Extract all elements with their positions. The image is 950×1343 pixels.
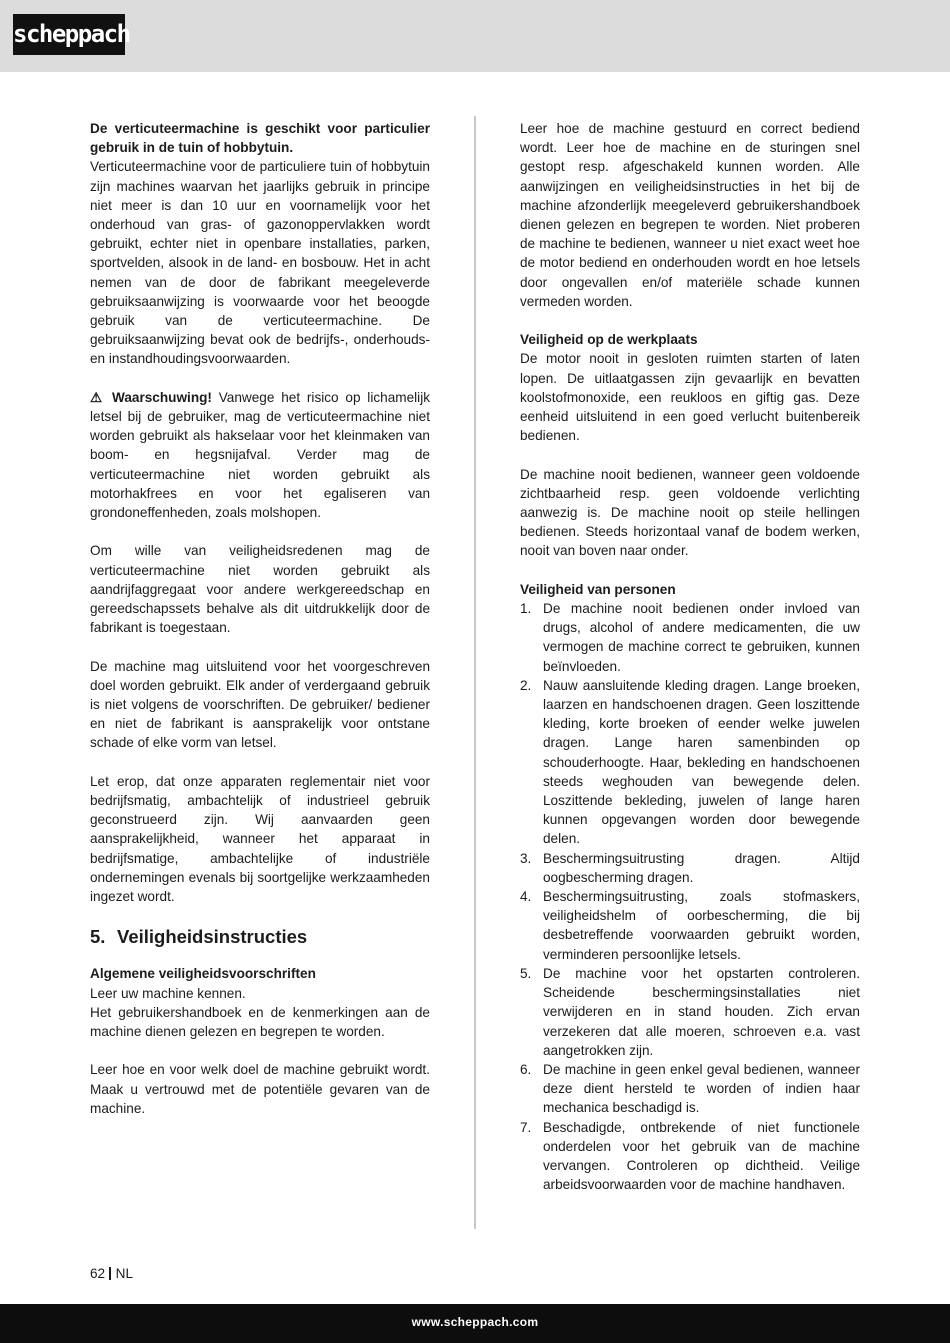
list-item-number: 3. [520,850,532,866]
warning-label: Waarschuwing! [112,389,212,405]
page-number-separator [109,1267,111,1280]
list-item-number: 2. [520,677,532,693]
list-item-text: Nauw aansluitende kleding dragen. Lange broeken, laarzen en handschoenen dragen. Geen loszittende kleding, korte broeken of eender welke juwelen dragen. Lange haren samenbinden op schouderhoogte. Haar, bekleding en handschoenen steeds weghouden van bewegende delen. Loszittende bekleding, juwelen of lange haren kunnen opgevangen worden door bewegende delen. [543,677,860,847]
list-item [520,1060,860,1118]
control-paragraph: Leer hoe de machine gestuurd en correct bediend wordt. Leer hoe de machine en de sturingen snel gestopt resp. afgeschakeld kunnen worden. Alle aanwijzingen en veiligheidsinstructies in het bij de machine afzonderlijk meegeleverd gebruikershandboek dienen gelezen en begrepen te worden. Niet proberen de machine te bedienen, wanneer u niet exact weet hoe de motor bediend en onderhouden wordt en hoe letsels door ongevallen en/of materiële schade kunnen vermeden worden. [520,121,860,309]
list-item [520,1118,860,1195]
warning-text: Vanwege het risico op lichamelijk letsel bij de gebruiker, mag de verticuteermachine niet worden gebruikt als hakselaar voor het kleinmaken van boom- en hegsnijafval. Verder mag de verticuteermachine niet worden gebruikt als motorhakfrees en voor het egaliseren van grondoneffenheden, zoals molshopen. [90,389,431,521]
page-number-value: 62 [90,1266,106,1281]
section-heading [90,925,430,949]
intended-use-paragraph: De machine mag uitsluitend voor het voorgeschreven doel worden gebruikt. Elk ander of verdergaand gebruik is niet volgens de voorschriften. De gebruiker/ bediener en niet de fabrikant is aansprakelijk voor ontstane schade of elke vorm van letsel. [90,658,430,751]
warning-triangle-icon: ⚠ [90,389,106,405]
left-column [90,119,430,1137]
language-code: NL [115,1266,134,1281]
general-line-1: Leer uw machine kennen. [90,985,246,1001]
list-item [520,676,860,849]
safety-paragraph: Om wille van veiligheidsredenen mag de verticuteermachine niet worden gebruikt als aandrijfaggregaat voor andere werkgereedschap en gereedschapssets behalve als dit uitdrukkelijk door de fabrikant is toegestaan. [90,543,430,636]
list-item-text: De machine nooit bedienen onder invloed van drugs, alcohol of andere medicamenten, die uw vermogen de machine correct te gebruiken, kunnen beïnvloeden. [543,601,860,674]
general-paragraph-2: Leer hoe en voor welk doel de machine gebruikt wordt. Maak u vertrouwd met de potentiële gevaren van de machine. [90,1062,430,1116]
list-item-number: 5. [520,965,532,981]
page-number [90,1265,133,1283]
workplace-paragraph-2: De machine nooit bedienen, wanneer geen voldoende zichtbaarheid resp. geen voldoende verlichting aanwezig is. De machine nooit op steile hellingen bedienen. Steeds horizontaal vanaf de bodem werken, nooit van boven naar onder. [520,466,860,559]
footer-band [0,1304,950,1343]
general-line-2: Het gebruikershandboek en de kenmerkingen aan de machine dienen gelezen en begrepen te worden. [90,1004,430,1040]
list-item-text: De machine in geen enkel geval bedienen, wanneer deze dient hersteld te worden of indien haar mechanica beschadigd is. [543,1061,860,1116]
subheading-persons: Veiligheid van personen [520,581,676,597]
section-number: 5. [90,926,106,948]
persons-list [520,599,860,1194]
list-item [520,849,860,887]
commercial-use-paragraph: Let erop, dat onze apparaten reglementair niet voor bedrijfsmatig, ambachtelijk of industrieel gebruik geconstrueerd zijn. Wij aanvaarden geen aansprakelijkheid, wanneer het apparaat in bedrijfsmatige, ambachtelijke of industriële ondernemingen evenals bij soortgelijke werkzaamheden ingezet wordt. [90,773,430,905]
list-item [520,964,860,1060]
subheading-general: Algemene veiligheidsvoorschriften [90,966,316,982]
section-title: Veiligheidsinstructies [117,926,308,948]
list-item-text: De machine voor het opstarten controleren. Scheidende beschermingsinstallaties niet verwijderen en in stand houden. Zich ervan verzekeren dat alle moeren, schroeven e.a. vast aangetrokken zijn. [543,965,860,1058]
list-item [520,599,860,676]
list-item-text: Beschermingsuitrusting dragen. Altijd oogbescherming dragen. [543,850,860,885]
list-item-number: 6. [520,1061,532,1077]
right-column [520,119,860,1194]
column-divider [474,116,476,1229]
intro-heading: De verticuteermachine is geschikt voor particulier gebruik in de tuin of hobbytuin. [90,121,430,156]
list-item-number: 7. [520,1119,532,1135]
warning-paragraph [90,388,430,522]
intro-paragraph: Verticuteermachine voor de particuliere tuin of hobbytuin zijn machines waarvan het jaarlijks gebruik in principe niet meer is dan 10 uur en voornamelijk voor het onderhoud van gras- of gazonoppervlakken wordt gebruikt, echter niet in openbare installaties, parken, sportvelden, alsook in de land- en bosbouw. Het in acht nemen van de door de fabrikant meegeleverde gebruiksaanwijzing is voorwaarde voor het beoogde gebruik van de verticuteermachine. De gebruiksaanwijzing bevat ook de bedrijfs-, onderhouds- en instandhoudingsvoorwaarden. [90,159,430,367]
list-item [520,887,860,964]
list-item-text: Beschadigde, ontbrekende of niet functionele onderdelen voor het gebruik van de machine vervangen. Controleren op dichtheid. Veilige arbeidsvoorwaarden voor de machine handhaven. [543,1119,860,1193]
list-item-number: 4. [520,889,532,905]
list-item-text: Beschermingsuitrusting, zoals stofmaskers, veiligheidshelm of oorbescherming, die bij desbetreffende voorwaarden gebruikt worden, verminderen persoonlijke letsels. [543,889,860,962]
brand-logo: scheppach [13,14,125,55]
list-item-number: 1. [520,601,532,617]
workplace-paragraph-1: De motor nooit in gesloten ruimten starten of laten lopen. De uitlaatgassen zijn gevaarlijk en bevatten koolstofmonoxide, een reukloos en giftig gas. Deze eenheid uitsluitend in een goed verlucht buitenbereik bedienen. [520,351,860,444]
subheading-workplace: Veiligheid op de werkplaats [520,332,698,348]
header-band [0,0,950,72]
website-link[interactable]: www.scheppach.com [411,1315,539,1329]
